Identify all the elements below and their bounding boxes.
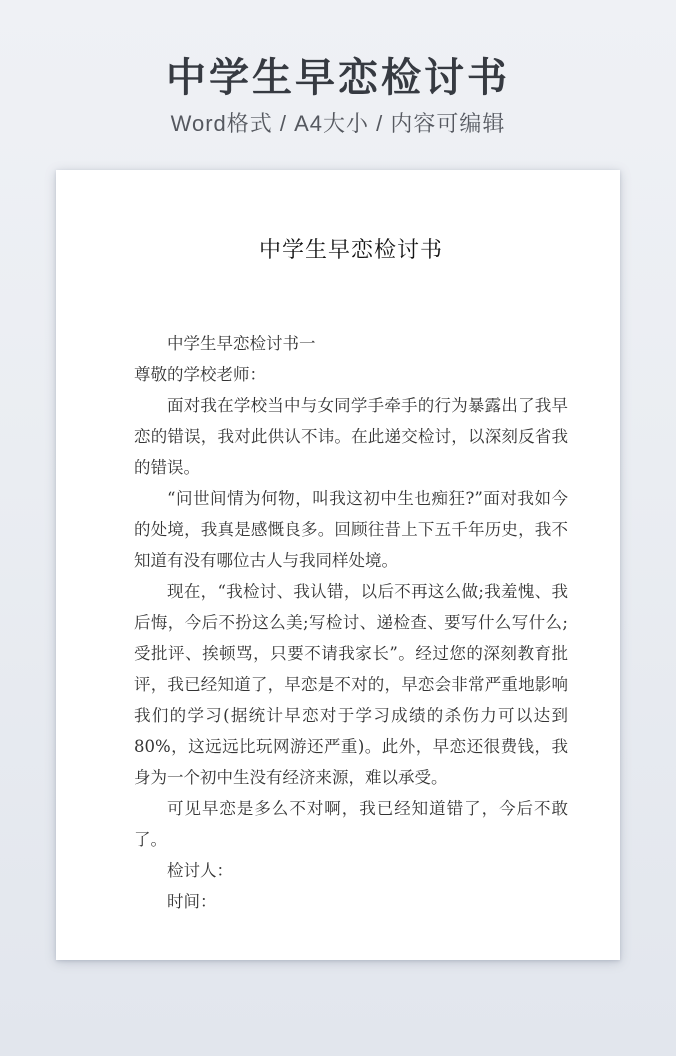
paragraph-body-2: “问世间情为何物，叫我这初中生也痴狂?”面对我如今的处境，我真是感慨良多。回顾往昔上下五千年历史，我不知道有没有哪位古人与我同样处境。	[134, 489, 568, 570]
document-page	[56, 170, 620, 960]
document-body	[134, 328, 568, 917]
paragraph-body-1: 面对我在学校当中与女同学手牵手的行为暴露出了我早恋的错误，我对此供认不讳。在此递交检讨，以深刻反省我的错误。	[134, 396, 568, 477]
paragraph-body-3: 现在，“我检讨、我认错，以后不再这么做;我羞愧、我后悔，今后不扮这么美;写检讨、递检查、要写什么写什么;受批评、挨顿骂，只要不请我家长”。经过您的深刻教育批评，我已经知道了，早恋是不对的，早恋会非常严重地影响我们的学习(据统计早恋对于学习成绩的杀伤力可以达到80%，这远远比玩网游还严重)。此外，早恋还很费钱，我身为一个初中生没有经济来源，难以承受。	[134, 582, 568, 787]
paragraph-signature: 检讨人：	[167, 861, 233, 880]
paragraph-salutation: 尊敬的学校老师：	[134, 365, 266, 384]
promo-header	[0, 0, 676, 137]
paragraph-conclusion: 可见早恋是多么不对啊，我已经知道错了，今后不敢了。	[134, 799, 568, 849]
document-title: 中学生早恋检讨书	[258, 238, 443, 263]
page-title: 中学生早恋检讨书	[166, 56, 510, 100]
page-subtitle: Word格式 / A4大小 / 内容可编辑	[170, 111, 506, 136]
paragraph-heading: 中学生早恋检讨书一	[167, 334, 316, 353]
paragraph-date: 时间：	[167, 892, 217, 911]
